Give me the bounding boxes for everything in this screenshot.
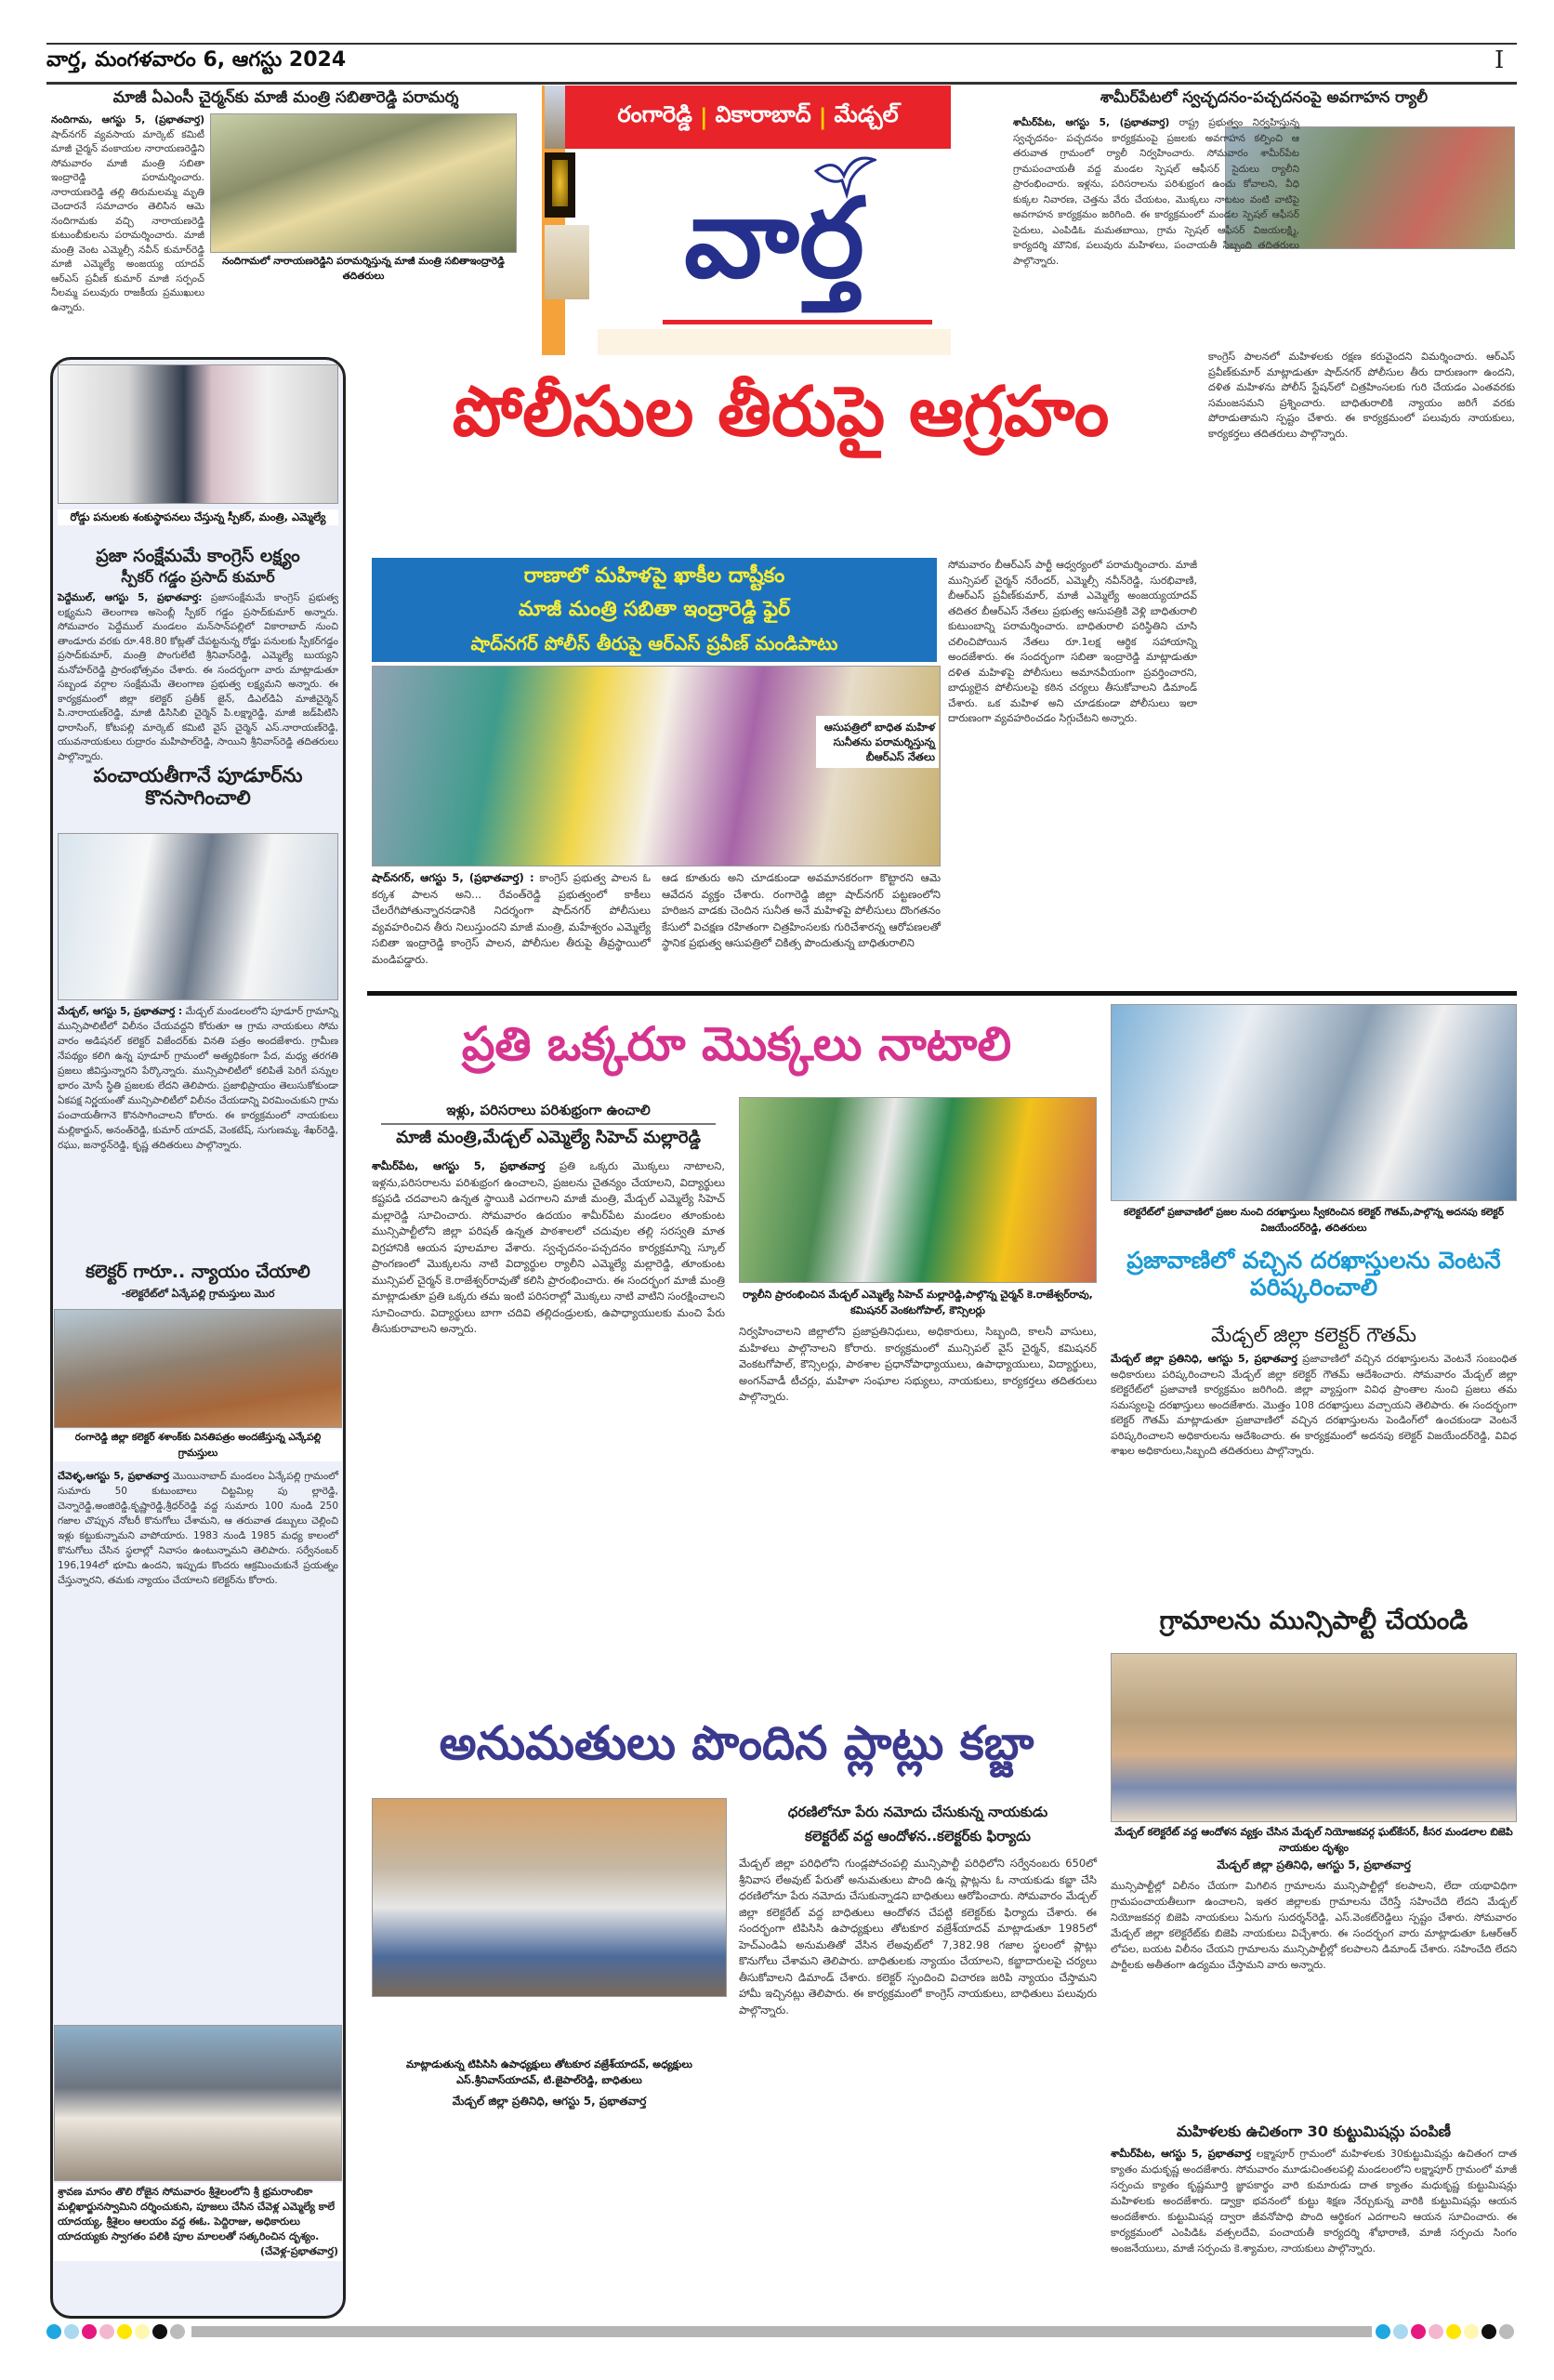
top-right-headline: శామీర్‌పేటలో స్వచ్ఛదనం-పచ్చదనంపై అవగాహన ర్యాలీ bbox=[1100, 88, 1429, 106]
top-left-headline: మాజీ ఏఎంసీ చైర్మన్‌కు మాజీ మంత్రి సబితారెడ్డి పరామర్శ bbox=[112, 88, 459, 107]
masthead bbox=[542, 86, 951, 355]
municipality-article: మున్సిపాల్టీల్లో విలీనం చేయగా మిగిలిన గ్రామాలను మున్సిపాల్టీల్లో కలపాలని, లేదా యథావిధిగా గ్రామపంచాయతీలుగా ఉంచాలని, ఇతర జిల్లాలకు గ్రామాలను చేరిస్తే సహించేది లేదని మేడ్చల్ నియోజకవర్గ బిజెపి నాయకులు ఏనుగు సుదర్శన్‌రెడ్డి, ఎస్.వెంకట్‌రెడ్డిలు స్పష్టం చేశారు. సోమవారం మేడ్చల్ జిల్లా కలెక్టరేట్‌కు బిజెపి నాయకులు విచ్చేశారు. ఈ సందర్భంగ వారు మాట్లాడుతూ ఓఆర్‌ఆర్ లోపల, బయట విలీనం చేయని గ్రామాలను మున్సిపాల్టీల్లో కలపాలని డిమాండ్ చేశారు. సహించేది లేదని పార్టీలకు అతీతంగా ఉద్యమం చేస్తామని వారు అన్నారు. bbox=[1111, 1880, 1517, 1971]
photo-petition-pudur bbox=[58, 833, 338, 1000]
sidebar-article-collector bbox=[58, 1469, 338, 1588]
registration-dots-right bbox=[1376, 2324, 1517, 2339]
article-body: షాద్‌నగర్ వ్యవసాయ మార్కెట్ కమిటీ మాజీ చైర్మన్ వంకాయల నారాయణరెడ్డిని సోమవారం మాజీ మంత్రి సబితా ఇంద్రారెడ్డి పరామర్శించారు. నారాయణరెడ్డి తల్లి తిరుమలమ్మ మృతి చెందారనే సమాచారం తెలిసిన ఆమె నందిగామకు వచ్చి నారాయణరెడ్డి కుటుంబీకులను పరామర్శించారు. మాజీ మంత్రి వెంట ఎమ్మెల్సీ నవీన్ కుమార్‌రెడ్డి మాజీ ఎమ్మెల్యే అంజయ్య యాదవ్ ఆర్‌ఎస్ ప్రవీణ్ కుమార్ మాజీ సర్పంచ్ నీలమ్మ పలువురు రాజకీయ ప్రముఖులు ఉన్నారు. bbox=[51, 128, 204, 313]
dateline: నందిగామ, ఆగస్టు 5, (ప్రభాతవార్త) bbox=[51, 114, 204, 126]
registration-dot bbox=[117, 2324, 132, 2339]
article-body: ప్రజాసంక్షేమమే కాంగ్రెస్ ప్రభుత్వ లక్ష్యమని తెలంగాణ అసెంబ్లీ స్పీకర్ గడ్డం ప్రసాద్‌కుమార్ అన్నారు. సోమవారం పెద్దేముల్ మండలం మన్‌సాన్‌పల్లిలో వికారాబాద్ నుంచి తాండూరు వరకు రూ.48.80 కోట్లతో చేపట్టనున్న రోడ్డు పనులకు స్పీకర్‌గడ్డం ప్రసాద్‌కుమార్, మంత్రి పొంగులేటి శ్రీనివాస్‌రెడ్డి, ఎమ్మెల్యే బుయ్యని మనోహర్‌రెడ్డి ప్రారంభోత్సవం చేశారు. ఈ సందర్భంగా వారు మాట్లాడుతూ సబ్బండ వర్గాల సంక్షేమమే తెలంగాణ ప్రభుత్వ లక్ష్యమని అన్నారు. ఈ కార్యక్రమంలో జిల్లా కలెక్టర్ ప్రతీక్ జైన్, డిఎల్‌డిఏ మాజీచైర్మెన్ పి.నారాయణ్‌రెడ్డి, మాజీ డిసిసిబి చైర్మెన్ పి.లక్ష్మారెడ్డి, మాజీ జడ్‌పిటిసి ధారాసింగ్, కోటపల్లి మార్కెట్ కమిటి వైస్ చైర్మెన్ ఎస్.నారాయణ్‌రెడ్డి, యువనాయకులు రుద్రారం మహిపాల్‌రెడ్డి, సాయిని శ్రీనివాస్‌రెడ్డి తదితరులు పాల్గొన్నారు. bbox=[58, 592, 339, 762]
district-medchal: మేడ్చల్ bbox=[834, 101, 899, 127]
lead-article-col2: ఆడ కూతురు అని చూడకుండా అవమానకరంగా కొట్టారని ఆమె ఆవేదన వ్యక్తం చేశారు. రంగారెడ్డి జిల్లా షాద్‌నగర్ పట్టణంలోని హరిజన వాడకు చెందిన సునీత అనే మహిళపై పోలీసులు దొంగతనం కేసులో విచక్షణ రహితంగా చిత్రహింసలకు గురిచేశారన్న ఆరోపణలతో స్థానిక ప్రభుత్వ ఆసుపత్రిలో చికిత్స పొందుతున్న బాధితురాలిని bbox=[662, 871, 941, 949]
caption-credit: (చేవెళ్ల-ప్రభాతవార్త) bbox=[259, 2245, 338, 2257]
lead-article-col1 bbox=[372, 870, 651, 968]
sidebar-headline-pudur: పంచాయతీగానే పూడూర్‌ను కొనసాగించాలి bbox=[93, 764, 303, 810]
page-marker: I bbox=[1495, 46, 1505, 74]
caption-text: శ్రావణ మాసం తొలి రోజైన సోమవారం శ్రీశైలంలోని శ్రీ భ్రమరాంబికా మల్లిఖార్జునస్వామిని దర్శించుకుని, పూజలు చేసిన చేవెళ్ల ఎమ్మెల్యే కాలే యాదయ్య, శ్రీశైలం ఆలయం వద్ద ఈఓ. పెద్దిరాజు, అధికారులు యాదయ్యకు స్వాగతం పలికి పూల మాలలతో సత్కరించిన దృశ్యం. bbox=[58, 2186, 336, 2242]
plots-headline: అనుమతులు పొందిన ప్లాట్లు కబ్జా bbox=[439, 1716, 1034, 1770]
registration-dot bbox=[1464, 2324, 1479, 2339]
registration-dot bbox=[1446, 2324, 1461, 2339]
photo-srisailam-temple bbox=[54, 2025, 342, 2181]
lead-article-col4: కాంగ్రెస్ పాలనలో మహిళలకు రక్షణ కరువైందని విమర్శించారు. ఆర్‌ఎస్ ప్రవీణ్‌కుమార్ మాట్లాడుతూ షాద్‌నగర్ పోలీసుల తీరు దారుణంగా ఉందని, దళిత మహిళను పోలీస్ స్టేషన్‌లో చిత్రహింసలకు గురి చేయడం ఎంతవరకు సమంజసమని ప్రశ్నించారు. బాధితురాలికి న్యాయం జరిగే వరకు పోరాడుతామని స్పష్టం చేశారు. ఈ కార్యక్రమంలో పలువురు నాయకులు, కార్యకర్తలు తదితరులు పాల్గొన్నారు. bbox=[1208, 350, 1515, 440]
deck-line: రాణాలో మహిళపై ఖాకీల దాష్టీకం bbox=[523, 564, 785, 588]
registration-dot bbox=[1376, 2324, 1390, 2339]
sewing-headline: మహిళలకు ఉచితంగా 30 కుట్టుమిషన్లు పంపిణీ bbox=[1176, 2122, 1451, 2140]
prajavani-subhead: మేడ్చల్ జిల్లా కలెక్టర్ గౌతమ్ bbox=[1211, 1324, 1416, 1346]
registration-dots-left bbox=[46, 2324, 188, 2339]
section-rule bbox=[367, 991, 1517, 996]
dateline: చేవెళ్ళ,ఆగస్టు 5, ప్రభాతవార్త bbox=[58, 1471, 169, 1482]
sidebar-subhead-welfare: స్పీకర్ గడ్డం ప్రసాద్ కుమార్ bbox=[121, 568, 275, 586]
photo-caption: నందిగామలో నారాయణరెడ్డిని పరామర్శిస్తున్న మాజీ మంత్రి సబితాఇంద్రారెడ్డి తదితరులు bbox=[222, 256, 505, 282]
registration-dot bbox=[170, 2324, 185, 2339]
municipality-headline: గ్రామాలను మున్సిపాల్టీ చేయండి bbox=[1159, 1606, 1468, 1635]
dateline: శామీర్‌పేట, ఆగస్టు 5, ప్రభాతవార్త bbox=[1111, 2148, 1252, 2160]
dateline: మేడ్చల్ జిల్లా ప్రతినిధి, ఆగస్టు 5, ప్రభాతవార్త bbox=[452, 2095, 647, 2108]
page-dateline: వార్త, మంగళవారం 6, ఆగస్టు 2024 bbox=[46, 48, 347, 72]
registration-dot bbox=[152, 2324, 167, 2339]
kicker-rule bbox=[381, 1123, 716, 1125]
photo-caption: మాట్లాడుతున్న టిపిసిసి ఉపాధ్యక్షులు తోటకూర వజ్రేశ్‌యాదవ్, అధ్యక్షులు ఎస్.శ్రీనివాస్‌యాదవ్, టి.జైపాల్‌రెడ్డి, బాధితులు bbox=[406, 2058, 692, 2086]
registration-dot bbox=[1482, 2324, 1496, 2339]
photo-plot-victims bbox=[372, 1798, 727, 1997]
photo-caption: మేడ్చల్ కలెక్టరేట్ వద్ద ఆందోళన వ్యక్తం చేసిన మేడ్చల్ నియోజకవర్గ ఘట్‌కేసర్, కీసర మండలాల బిజెపి నాయకుల దృశ్యం bbox=[1114, 1826, 1513, 1854]
dateline: శామీర్‌పేట, ఆగస్టు 5, ప్రభాతవార్త bbox=[372, 1159, 546, 1172]
lead-article-col3: సోమవారం బీఆర్‌ఎస్ పార్టీ ఆధ్వర్యంలో పరామర్శించారు. మాజీ మున్సిపల్ చైర్మన్ నరేందర్, ఎమ్మెల్సీ నవీన్‌రెడ్డి, సురభివాణి, బీఆర్‌ఎస్ ప్రవీణ్‌కుమార్, మాజీ ఎమ్మెల్యే అంజయ్యయాదవ్ తదితర బీఆర్‌ఎస్ నేతలు ప్రభుత్వ ఆసుపత్రికి వెళ్లి బాధితురాలి కుటుంబాన్ని పరామర్శించారు. బాధితురాలి పరిస్థితిని చూసి చలించిపోయిన నేతలు రూ.1లక్ష ఆర్థిక సహాయాన్ని అందజేశారు. ఈ సందర్భంగా సబితా ఇంద్రారెడ్డి మాట్లాడుతూ దళిత మహిళపై పోలీసులు అమానవీయంగా ప్రవర్తించారని, బాధ్యులైన పోలీసులపై కఠిన చర్యలు తీసుకోవాలని డిమాండ్ చేశారు. ఒక మహిళ అని చూడకుండా పోలీసులు ఇలా దారుణంగా వ్యవహరించడం సిగ్గుచేటని అన్నారు. bbox=[948, 559, 1197, 724]
photo-plantation-rally bbox=[739, 1097, 1097, 1283]
photo-caption-inset: ఆసుపత్రిలో బాధిత మహిళ సునీతను పరామర్శిస్తున్న బీఆర్‌ఎస్ నేతలు bbox=[816, 716, 939, 768]
photo-condolence-visit bbox=[210, 113, 517, 253]
article-body: ప్రజావాణిలో వచ్చిన దరఖాస్తులను వెంటనే సంబంధిత అధికారులు పరిష్కరించాలని మేడ్చల్ జిల్లా కలెక్టర్ గౌతమ్ ఆదేశించారు. సోమవారం మేడ్చల్ జిల్లా కలెక్టరేట్‌లో ప్రజావాణి కార్యక్రమం జరిగింది. జిల్లా వ్యాప్తంగా వివిధ ప్రాంతాల నుంచి ప్రజలు తమ సమస్యలపై దరఖాస్తులు అందజేశారు. మొత్తం 108 దరఖాస్తులు వచ్చాయని తెలిపారు. ఈ సందర్భంగా కలెక్టర్ గౌతమ్ మాట్లాడుతూ ప్రజావాణిలో వచ్చిన దరఖాస్తులను పెండింగ్‌లో ఉంచకుండా వెంటనే పరిష్కరించాలని అధికారులను ఆదేశించారు. ఈ కార్యక్రమంలో అదనపు కలెక్టర్ విజయేందర్‌రెడ్డి, వివిధ శాఖల అధికారులు,సిబ్బంది తదితరులు పాల్గొన్నారు. bbox=[1111, 1353, 1517, 1457]
district-banner: రంగారెడ్డి | వికారాబాద్ | మేడ్చల్ bbox=[565, 86, 951, 149]
registration-dot bbox=[135, 2324, 150, 2339]
registration-dot bbox=[82, 2324, 97, 2339]
header-rule bbox=[46, 82, 1517, 85]
article-body: ప్రతి ఒక్కరు మొక్కలు నాటాలని, ఇళ్లను,పరిసరాలను పరిశుభ్రంగ ఉంచాలని, ప్రజలను చైతన్యం చేయాలని, విద్యార్థులు కష్టపడి చదవాలని ఉన్నత స్థాయికి ఎదగాలని మాజీ మంత్రి, మేడ్చల్ ఎమ్మెల్యే సిహెచ్ మల్లారెడ్డి సూచించారు. సోమవారం ఉదయం శామీర్‌పేట మండలం తూంకుంట మున్సిపాల్టీలోని జిల్లా పరిషత్ ఉన్నత పాఠశాలలో చదువుల తల్లి సరస్వతి మాత విగ్రహానికి ఆయన పూలమాల వేశారు. స్వచ్ఛదనం-పచ్చదనం కార్యక్రమాన్ని స్కూల్ ప్రాంగణంలో మొక్కలను నాటి విద్యార్థుల ర్యాలీని ఎమ్మెల్యే మల్లారెడ్డి, తూంకుంట మున్సిపల్ చైర్మన్ కె.రాజేశ్వర్‌రావుతో కలిసి ప్రారంభించారు. ఈ సందర్భంగ మాజీ మంత్రి మాట్లాడుతూ ప్రతి ఒక్కరు తమ ఇంటి పరిసరాల్లో మొక్కలు నాటి వాటిని సంరక్షించాలని సూచించారు. విద్యార్థులు బాగా చదివి తల్లిదండ్రులకు, ఉపాధ్యాయులకు మంచి పేరు తీసుకురావాలని అన్నారు. bbox=[372, 1159, 726, 1335]
registration-dot bbox=[1429, 2324, 1443, 2339]
plots-subhead bbox=[739, 1800, 1097, 1848]
deity-image bbox=[545, 152, 575, 218]
sidebar-headline-welfare: ప్రజా సంక్షేమమే కాంగ్రెస్ లక్ష్యం bbox=[96, 546, 300, 566]
plants-headline: ప్రతి ఒక్కరూ మొక్కలు నాటాలి bbox=[461, 1017, 1012, 1071]
article-body: రాష్ట్ర ప్రభుత్వం నిర్వహిస్తున్న స్వచ్ఛదనం- పచ్చదనం కార్యక్రమంపై ప్రజలకు అవగాహన కల్పించి ఆ తరువాత గ్రామంలో ర్యాలీ నిర్వహించారు. సోమవారం శామీర్‌పేట గ్రామపంచాయతీ వద్ద మండల స్పెషల్ ఆఫీసర్ సైదులు ర్యాలీని ప్రారంభించారు. ఇళ్లను, పరిసరాలను పరిశుభ్రంగ ఉంచు కోవాలని, వీధి కుక్కల నివారణ, చెత్తను వేరు చేయటం, మొక్కలు నాటటం వంటి వాటిపై అవగాహన కార్యక్రమం జరిగింది. ఈ కార్యక్రమంలో మండల స్పెషల్ ఆఫీసర్ సైదులు, ఎంపిడిఓ మమతబాయి, గ్రామ స్పెషల్ ఆఫీసర్ విజయలక్ష్మి, కార్యదర్శి మౌనిక, పలువురు మహిళలు, పంచాయతీ సిబ్బంది తదితరులు పాల్గొన్నారు. bbox=[1013, 117, 1299, 267]
logo-underline bbox=[663, 320, 932, 324]
photo-caption: రోడ్డు పనులకు శంకుస్థాపనలు చేస్తున్న స్పీకర్, మంత్రి, ఎమ్మెల్యే bbox=[58, 509, 338, 525]
sidebar-article-pudur bbox=[58, 1004, 338, 1153]
sidebar-subhead-collector: -కలెక్టరేట్‌లో ఏన్కేపల్లి గ్రామస్తులు మొర bbox=[121, 1288, 275, 1300]
subhead-line: కలెక్టరేట్ వద్ద ఆందోళన..కలెక్టర్‌కు ఫిర్యాదు bbox=[805, 1828, 1031, 1844]
plants-subhead: మాజీ మంత్రి,మేడ్చల్ ఎమ్మెల్యే సిహెచ్ మల్లారెడ్డి bbox=[396, 1128, 701, 1147]
deck-line: షాద్‌నగర్ పోలీస్ తీరుపై ఆర్‌ఎస్ ప్రవీణ్ మండిపాటు bbox=[470, 632, 838, 654]
district-rangareddy: రంగారెడ్డి bbox=[617, 101, 692, 127]
photo-caption: ర్యాలీని ప్రారంభించిన మేడ్చల్ ఎమ్మెల్యే సిహెచ్ మల్లారెడ్డి,పాల్గొన్న చైర్మన్ కె.రాజేశ్వర్‌రావు, కమిషనర్ వెంకటగోపాల్, కౌన్సిలర్లు bbox=[743, 1289, 1093, 1316]
registration-dot bbox=[99, 2324, 114, 2339]
article-body: కాంగ్రెస్ ప్రభుత్వ పాలన ఓ కర్కశ పాలన అని... రేవంత్‌రెడ్డి ప్రభుత్వంలో కాకీలు చేలరేగిపోతున్నారనడానికి నిదర్శంగా షాద్‌నగర్ పోలీసులు వ్యవహరించిన తీరు నిలుస్తుందని మాజీ మంత్రి, మహేశ్వరం ఎమ్మెల్యే సబితా ఇంద్రారెడ్డి కాంగ్రెస్ పాలన, పోలీసుల తీరుపై తీవ్రస్థాయిలో మండిపడ్డారు. bbox=[372, 871, 651, 966]
top-left-figure bbox=[210, 113, 520, 284]
photo-caption: రంగారెడ్డి జిల్లా కలెక్టర్ శశాంక్‌కు వినతిపత్రం అందజేస్తున్న ఎన్కేపల్లి గ్రామస్తులు bbox=[54, 1430, 342, 1461]
sidebar-headline-collector: కలెక్టర్ గారూ.. న్యాయం చేయాలి bbox=[86, 1262, 310, 1282]
dateline: మేడ్చల్, ఆగస్టు 5, ప్రభాతవార్త : bbox=[58, 1006, 183, 1017]
photo-float bbox=[1299, 115, 1515, 255]
masthead-band bbox=[598, 329, 951, 355]
dateline: శామీర్‌పేట, ఆగస్టు 5, (ప్రభాతవార్త) bbox=[1013, 117, 1170, 128]
article-body: మేడ్చల్ మండలంలోని పూడూర్ గ్రామాన్ని మున్సిపాలిటీలో విలీనం చేయవద్దని కోరుతూ ఆ గ్రామ నాయకులు సోమ వారం అడిషనల్ కలెక్టర్ విజేందర్‌కు వినతి పత్రం అందజేశారు. గ్రామీణ నేపథ్యం కలిగి ఉన్న పూడూర్ గ్రామంలో అత్యధికంగా పేద, మధ్య తరగతి ప్రజలు జీవిస్తున్నారని పేర్కొన్నారు. మున్సిపాలిటీలో కలిపితే పెరిగే పన్నుల భారం మోసే స్థితి ప్రజలకు లేదని తెలిపారు. ప్రజాభిప్రాయం తెలుసుకోకుండా ఏకపక్ష నిర్ణయంతో మున్సిపాలిటీలో విలీనం చేయడాన్ని విరమించుకుని గ్రామ పంచాయతీగానె కొనసాగించాలని కోరారు. ఈ కార్యక్రమంలో నాయకులు మల్లికార్జున్, అనంత్‌రెడ్డి, కుమార్ యాదవ్, వెంకటేష్, సుగుణమ్మ, శేఖర్‌రెడ్డి, రఘు, జనార్ధన్‌రెడ్డి, కృష్ణ తదితరులు పాల్గొన్నారు. bbox=[58, 1006, 338, 1151]
photo-foundation-stone bbox=[58, 364, 338, 504]
plots-article: మేడ్చల్ జిల్లా పరిధిలోని గుండ్లపోచంపల్లి మున్సిపాల్టీ పరిధిలోని సర్వేనంబరు 650లో శ్రీనివాస లేఅవుట్ పేరుతో అనుమతులు పొంది ఉన్న ప్లాట్లను ఓ నాయకుడు కబ్జా చేసి ధరణిలోనూ పేరు నమోదు చేసుకున్నాడని బాధితులు ఆరోపించారు. సోమవారం మేడ్చల్ జిల్లా కలెక్టరేట్ వద్ద బాధితులు ఆందోళన చేపట్టి కలెక్టర్‌కు ఫిర్యాదు చేశారు. ఈ సందర్భంగా టిపిసిసి ఉపాధ్యక్షులు తోటకూర వజ్రేశ్‌యాదవ్ మాట్లాడుతూ 1985లో హెచ్‌ఎండిఏ అనుమతితో వేసిన లేఅవుట్‌లో 7,382.98 గజాల స్థలంలో ప్లాట్లు కొనుగోలు చేశామని తెలిపారు. బాధితులకు న్యాయం చేయాలని, కబ్జాదారులపై చర్యలు తీసుకోవాలని డిమాండ్ చేశారు. కలెక్టర్ స్పందించి విచారణ జరిపి న్యాయం చేస్తామని హామీ ఇచ్చినట్లు తెలిపారు. ఈ కార్యక్రమంలో కాంగ్రెస్ నాయకులు, బాధితులు పలువురు పాల్గొన్నారు. bbox=[739, 1857, 1097, 2016]
shrine-image bbox=[545, 225, 589, 299]
registration-dot bbox=[1411, 2324, 1426, 2339]
sidebar-article-welfare bbox=[58, 591, 338, 764]
lead-headline: పోలీసుల తీరుపై ఆగ్రహం bbox=[452, 372, 1110, 452]
photo-bjp-protest bbox=[1111, 1653, 1517, 1822]
sewing-article bbox=[1111, 2146, 1517, 2256]
dateline: మేడ్చల్ జిల్లా ప్రతినిధి, ఆగస్టు 5, ప్రభాతవార్త bbox=[1217, 1858, 1411, 1871]
top-right-article bbox=[1013, 115, 1515, 269]
deck-line: మాజీ మంత్రి సబితా ఇంద్రారెడ్డి ఫైర్ bbox=[518, 598, 791, 621]
photo-collectorate-villagers bbox=[54, 1309, 342, 1428]
registration-dot bbox=[46, 2324, 61, 2339]
top-left-article bbox=[51, 113, 520, 315]
article-body: లక్ష్మాపూర్ గ్రామంలో మహిళలకు 30కుట్టుమిషన్లు ఉచితంగ దాత క్యాతం మధుకృష్ణ అందజేశారు. సోమవారం మూడుచింతలపల్లి మండలంలోని లక్ష్మాపూర్ గ్రామంలో మాజీ సర్పంచు క్యాతం కృష్ణమూర్తి జ్ఞాపకార్థం వారి కుమారుడు దాత క్యాతం మధుకృష్ణ కుట్టుమిషన్లు మహిళలకు అందజేశారు. డ్వాక్రా భవనంలో కుట్టు శిక్షణ నేర్చుకున్న వారికి కుట్టుమిషన్లు ఆయన అందజేశారు. కుట్టుమిషన్ల ద్వారా జీవనోపాధి పొంది ఆర్థికంగ ఎదగాలని ఆయన సూచించారు. ఈ కార్యక్రమంలో ఎంపిడిఓ వత్సలదేవి, పంచాయతీ కార్యదర్శి శోభారాణి, మాజీ సర్పంచు సింగం అంజనేయులు, మాజీ సర్పంచు కె.శ్యామల, నాయకులు పాల్గొన్నారు. bbox=[1111, 2148, 1518, 2254]
masthead-logo: వార్త bbox=[684, 174, 864, 302]
subhead-line: ధరణిలోనూ పేరు నమోదు చేసుకున్న నాయకుడు bbox=[787, 1804, 1048, 1820]
top-rule bbox=[46, 43, 1517, 45]
article-body: మొయినాబాద్ మండలం ఏన్కేపల్లి గ్రామంలో సుమారు 50 కుటుంబాలు చిట్టమిల్ల పు ల్లారెడ్డి, చెన్నారెడ్డి,అంజిరెడ్డి,కృష్ణారెడ్డి,శ్రీధర్‌రెడ్డి వద్ద సుమారు 100 నుండి 250 గజాల చొప్పున నోటరీ కొనుగోలు చేశామని, ఆ తరువాత డబ్బులు చెల్లించి ఇళ్లు కట్టుకున్నామని వాపోయారు. 1983 నుండి 1985 మధ్య కాలంలో కొనుగోలు చేసిన స్థలాల్లో నివాసం ఉంటున్నామని తెలిపారు. సర్వేనంబర్ 196,194లో భూమి ఉందని, ఇప్పుడు కొందరు ఆక్రమించుకునే ప్రయత్నం చేస్తున్నారని, తమకు న్యాయం చేయాలని కలెక్టర్‌ను కోరారు. bbox=[58, 1471, 338, 1586]
plants-article-col2: నిర్వహించాలని జిల్లాలోని ప్రజాప్రతినిధులు, అధికారులు, సిబ్బంది, కాలనీ వాసులు, మహిళలు పాల్గొనాలని కోరారు. కార్యక్రమంలో మున్సిపల్ వైస్ చైర్మన్, కమిషనర్ వెంకటగోపాల్, కౌన్సిలర్లు, పాఠశాల ప్రధానోపాధ్యాయులు, ఉపాధ్యాయులు, విద్యార్థులు, అంగన్‌వాడీ టీచర్లు, మహిళా సంఘాల సభ్యులు, నాయకులు, కార్యకర్తలు తదితరులు పాల్గొన్నారు. bbox=[739, 1325, 1097, 1403]
lead-deck-box bbox=[372, 558, 937, 662]
district-vikarabad: వికారాబాద్ bbox=[715, 101, 811, 127]
footer-color-bar bbox=[46, 2324, 1517, 2339]
registration-dot bbox=[1499, 2324, 1514, 2339]
photo-caption: కలెక్టరేట్‌లో ప్రజావాణిలో ప్రజల నుంచి దరఖాస్తులు స్వీకరించిన కలెక్టర్ గౌతమ్,పాల్గొన్న అదనపు కలెక్టర్ విజయేందర్‌రెడ్డి, తదితరులు bbox=[1124, 1207, 1504, 1234]
registration-dot bbox=[1393, 2324, 1408, 2339]
prajavani-headline: ప్రజావాణిలో వచ్చిన దరఖాస్తులను వెంటనే పరిష్కరించాలి bbox=[1126, 1247, 1501, 1301]
dateline: పెద్దేముల్, ఆగస్టు 5, ప్రభాతవార్త: bbox=[58, 592, 203, 603]
plants-kicker: ఇళ్లు, పరిసరాలు పరిశుభ్రంగా ఉంచాలి bbox=[446, 1102, 651, 1118]
footer-grey-bar bbox=[191, 2326, 1372, 2337]
dateline: మేడ్చల్ జిల్లా ప్రతినిధి, ఆగస్టు 5, ప్రభాతవార్త bbox=[1111, 1353, 1297, 1365]
prajavani-article bbox=[1111, 1352, 1517, 1460]
temple-image bbox=[545, 86, 565, 149]
registration-dot bbox=[64, 2324, 79, 2339]
plants-article bbox=[372, 1158, 725, 1338]
dateline: షాద్‌నగర్, ఆగస్టు 5, (ప్రభాతవార్త) : bbox=[372, 871, 534, 884]
sidebar-bottom-caption bbox=[54, 2183, 342, 2261]
photo-prajavani bbox=[1111, 1004, 1517, 1201]
